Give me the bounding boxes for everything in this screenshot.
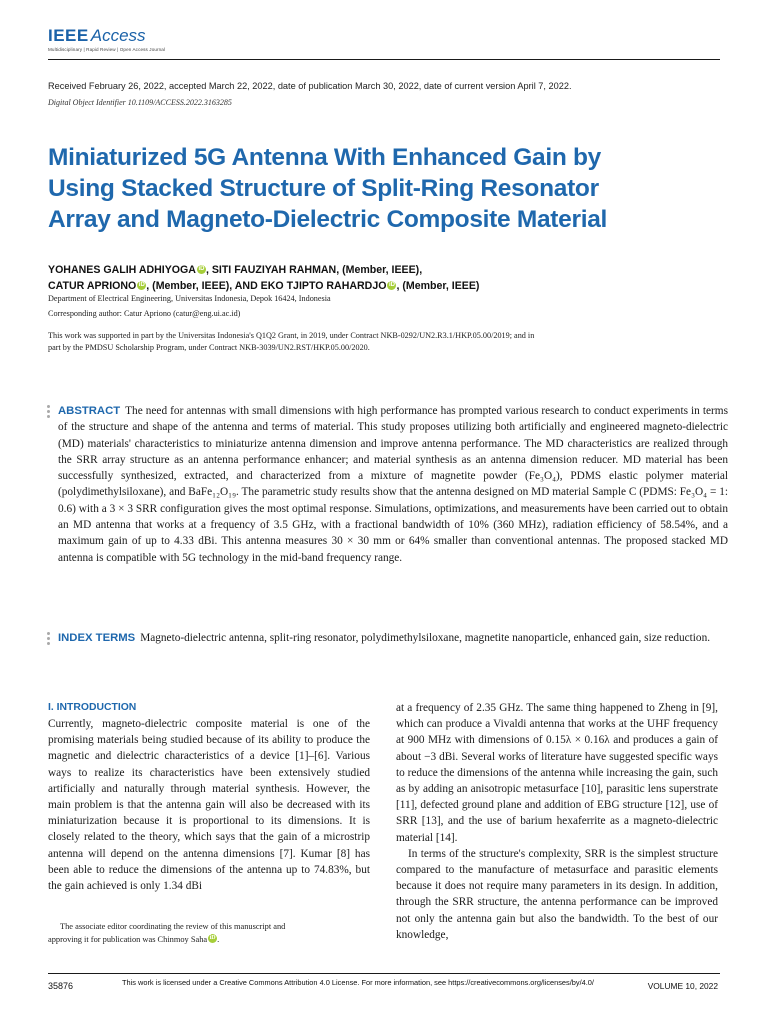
- abstract-heading: ABSTRACT: [58, 405, 121, 417]
- title-line: Miniaturized 5G Antenna With Enhanced Gain by: [48, 144, 602, 171]
- orcid-icon[interactable]: iD: [209, 935, 216, 941]
- footnote-line: The associate editor coordinating the review of this manuscript and: [60, 922, 286, 931]
- author-affiliation-tag: , (Member, IEEE): [396, 280, 480, 292]
- page-number: 35876: [48, 981, 74, 991]
- left-column: [48, 700, 370, 894]
- license-note[interactable]: This work is licensed under a Creative Commons Attribution 4.0 License. For more information, see https://creativecommons.org/licenses/by/4.0/: [122, 978, 594, 987]
- section-heading: I. INTRODUCTION: [48, 702, 137, 713]
- abstract-text: The need for antennas with small dimensions with high performance has prompted various research to conduct experiments in terms of the structure and shape of the antenna and terms of material. This study proposes utilizing both artificially and engineered magneto-dielectric (MD) materials' characteristics to miniaturize antenna dimension and improve antenna performance. The MD characteristics are realized through the SRR array structure as an antenna performance enhancer; and material synthesis as an antenna dimension reducer. MD material has been successfully synthesized, extracted, and characterized from a mixture of magnetite powder (Fe₃O₄), PDMS elastic polymer material (polydimethylsiloxane), and BaFe₁₂O₁₉. The parametric study results show that the antenna designed on MD material Sample C (PDMS: Fe₃O₄ = 1: 0.6) with a 3 × 3 SRR configuration gives the most optimal response. Simulations, optimizations, and measurements have been carried out to obtain an MD antenna that works at a frequency of 3.5 GHz, with a fractional bandwidth of 10% (360 MHz), radiation efficiency of 58.54%, and a maximum gain of up to 4.33 dBi. This antenna measures 30 × 30 mm or 64% smaller than conventional antennas. The proposed stacked MD antenna is compatible with 5G technology in the mid-band frequency range.: [58, 405, 728, 564]
- author-name: CATUR APRIONO: [48, 280, 137, 292]
- body-paragraph: Currently, magneto-dielectric composite material is one of the promising materials being studied because of its ability to produce the magnetic and dielectric characteristics of a device [1]–[6]. Various ways to realize its characteristics have been extensively studied artificially and naturally through material synthesis. However, the main problem is that the antenna gain will also be decreased with its miniaturization because it is proportional to its dimensions. It is closely related to the theory, which says that the gain of a microstrip antenna will depend on the antenna dimensions [7]. Kumar [8] has been able to reduce the dimensions of the antenna up to 74.83%, but the gain achieved is only 1.34 dBi: [48, 718, 370, 893]
- received-dates: Received February 26, 2022, accepted March 22, 2022, date of publication March 30, 2022, date of current version April 7, 2022.: [48, 81, 572, 91]
- more-options-icon[interactable]: [47, 632, 51, 647]
- title-line: Using Stacked Structure of Split-Ring Resonator: [48, 175, 599, 202]
- orcid-icon[interactable]: iD: [198, 266, 205, 272]
- author-list: [48, 262, 688, 294]
- footer-divider: [48, 973, 720, 974]
- abstract: [58, 403, 728, 566]
- author-name: , SITI FAUZIYAH RAHMAN, (Member, IEEE),: [205, 264, 423, 276]
- logo-access: Access: [90, 26, 146, 45]
- more-options-icon[interactable]: [47, 405, 51, 420]
- index-terms-heading: INDEX TERMS: [58, 632, 136, 644]
- right-column: [396, 700, 718, 943]
- volume-label: VOLUME 10, 2022: [647, 981, 718, 991]
- title-line: Array and Magneto-Dielectric Composite Material: [48, 206, 608, 233]
- index-terms-text: Magneto-dielectric antenna, split-ring resonator, polydimethylsiloxane, magnetite nanoparticle, enhanced gain, size reduction.: [140, 632, 711, 644]
- logo-tagline: Multidisciplinary | Rapid Review | Open Access Journal: [48, 47, 166, 52]
- corresponding-author: Corresponding author: Catur Apriono (catur@eng.ui.ac.id): [48, 309, 241, 318]
- author-name: , (Member, IEEE), AND EKO TJIPTO RAHARDJO: [146, 280, 387, 292]
- paper-title: [48, 142, 688, 235]
- header-divider: [48, 59, 720, 60]
- body-paragraph: In terms of the structure's complexity, SRR is the simplest structure compared to the manufacture of metasurface and parasitic elements because it does not require many parameters in its design. In addition, through the SRR structure, the antenna performance can be improved not only the antenna gain but also the bandwidth. To the best of our knowledge,: [396, 847, 718, 941]
- doi[interactable]: Digital Object Identifier 10.1109/ACCESS.2022.3163285: [48, 98, 232, 107]
- orcid-icon[interactable]: iD: [138, 282, 145, 288]
- journal-logo: [48, 26, 165, 52]
- funding-note: This work was supported in part by the Universitas Indonesia's Q1Q2 Grant, in 2019, under Contract NKB-0292/UN2.R3.1/HKP.05.00/2019; and in part by the PMDSU Scholarship Program, under Contract NKB-3039/UN2.RST/HKP.05.00/2020.: [48, 331, 535, 352]
- orcid-icon[interactable]: iD: [388, 282, 395, 288]
- logo-ieee: IEEE: [48, 26, 89, 45]
- editor-footnote: The associate editor coordinating the review of this manuscript and approving it for publication was Chinmoy Saha iD .: [48, 920, 370, 946]
- author-name: YOHANES GALIH ADHIYOGA: [48, 264, 196, 276]
- body-paragraph: at a frequency of 2.35 GHz. The same thing happened to Zheng in [9], which can produce a Vivaldi antenna that works at the UHF frequency at 900 MHz with dimensions of 0.15λ × 0.16λ and produces a gain of about −3 dBi. Several works of literature have suggested specific ways to reduce the dimensions of the antenna while increasing the gain, such as by adding an anisotropic metasurface [10], parasitic lens superstrate [11], defected ground plane and addition of EBG structure [12], use of SRR [13], and the use of barium hexaferrite as a magneto-dielectric material [14].: [396, 702, 718, 844]
- footnote-line: approving it for publication was Chinmoy Saha: [48, 935, 208, 944]
- affiliation: Department of Electrical Engineering, Universitas Indonesia, Depok 16424, Indonesia: [48, 294, 331, 303]
- index-terms: [58, 630, 728, 646]
